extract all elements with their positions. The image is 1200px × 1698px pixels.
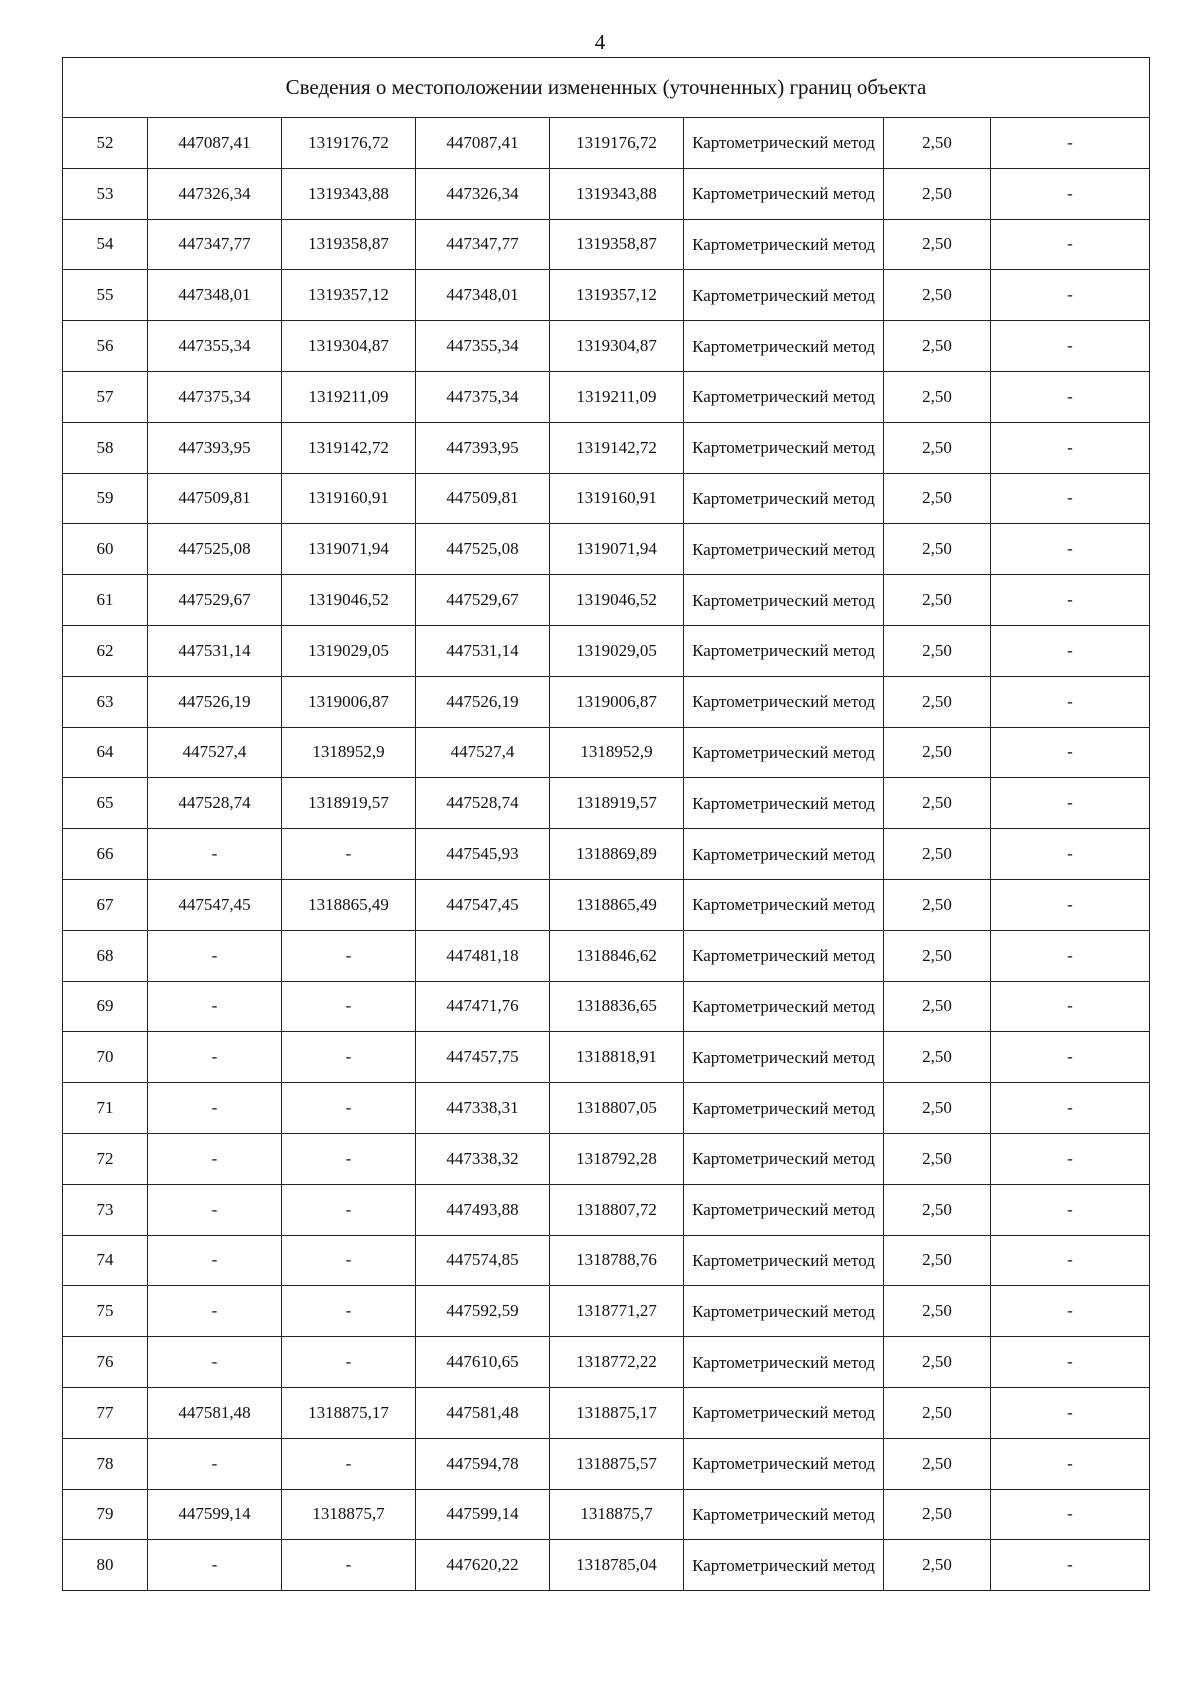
table-body	[63, 58, 1150, 1591]
y-old-cell: 1318875,7	[282, 1489, 416, 1540]
y-new-cell: 1318792,28	[550, 1133, 684, 1184]
method-cell: Картометрический метод	[684, 676, 884, 727]
y-new-cell: 1318818,91	[550, 1032, 684, 1083]
accuracy-cell: 2,50	[884, 219, 991, 270]
x-new-cell: 447481,18	[416, 930, 550, 981]
table-row	[63, 422, 1150, 473]
point-number-cell: 58	[63, 422, 148, 473]
point-number-cell: 59	[63, 473, 148, 524]
y-new-cell: 1319006,87	[550, 676, 684, 727]
table-row	[63, 1184, 1150, 1235]
table-row	[63, 168, 1150, 219]
table-row	[63, 1540, 1150, 1591]
point-number-cell: 56	[63, 321, 148, 372]
table-row	[63, 981, 1150, 1032]
method-cell: Картометрический метод	[684, 1489, 884, 1540]
method-cell: Картометрический метод	[684, 270, 884, 321]
x-old-cell: -	[148, 1337, 282, 1388]
method-cell: Картометрический метод	[684, 1032, 884, 1083]
note-cell: -	[991, 1540, 1150, 1591]
y-old-cell: 1319046,52	[282, 575, 416, 626]
table-row	[63, 1337, 1150, 1388]
x-old-cell: 447529,67	[148, 575, 282, 626]
table-row	[63, 575, 1150, 626]
table-row	[63, 676, 1150, 727]
accuracy-cell: 2,50	[884, 1184, 991, 1235]
y-old-cell: 1319343,88	[282, 168, 416, 219]
table-row	[63, 1286, 1150, 1337]
accuracy-cell: 2,50	[884, 118, 991, 169]
x-old-cell: 447348,01	[148, 270, 282, 321]
note-cell: -	[991, 1438, 1150, 1489]
note-cell: -	[991, 727, 1150, 778]
accuracy-cell: 2,50	[884, 168, 991, 219]
point-number-cell: 53	[63, 168, 148, 219]
point-number-cell: 70	[63, 1032, 148, 1083]
y-new-cell: 1319358,87	[550, 219, 684, 270]
table-row	[63, 625, 1150, 676]
x-new-cell: 447574,85	[416, 1235, 550, 1286]
x-new-cell: 447338,31	[416, 1083, 550, 1134]
y-new-cell: 1318865,49	[550, 879, 684, 930]
point-number-cell: 74	[63, 1235, 148, 1286]
method-cell: Картометрический метод	[684, 1184, 884, 1235]
accuracy-cell: 2,50	[884, 1489, 991, 1540]
y-old-cell: -	[282, 1184, 416, 1235]
y-old-cell: -	[282, 1540, 416, 1591]
table-title-row	[63, 58, 1150, 118]
note-cell: -	[991, 168, 1150, 219]
table-row	[63, 473, 1150, 524]
x-old-cell: 447087,41	[148, 118, 282, 169]
x-new-cell: 447348,01	[416, 270, 550, 321]
method-cell: Картометрический метод	[684, 321, 884, 372]
note-cell: -	[991, 575, 1150, 626]
y-new-cell: 1319176,72	[550, 118, 684, 169]
table-row	[63, 219, 1150, 270]
note-cell: -	[991, 930, 1150, 981]
y-old-cell: 1319304,87	[282, 321, 416, 372]
x-new-cell: 447527,4	[416, 727, 550, 778]
point-number-cell: 62	[63, 625, 148, 676]
y-old-cell: -	[282, 1083, 416, 1134]
y-old-cell: 1319142,72	[282, 422, 416, 473]
x-old-cell: 447347,77	[148, 219, 282, 270]
x-old-cell: -	[148, 1083, 282, 1134]
table-row	[63, 371, 1150, 422]
y-new-cell: 1319142,72	[550, 422, 684, 473]
x-new-cell: 447528,74	[416, 778, 550, 829]
point-number-cell: 65	[63, 778, 148, 829]
y-old-cell: -	[282, 1133, 416, 1184]
x-new-cell: 447547,45	[416, 879, 550, 930]
y-old-cell: -	[282, 1337, 416, 1388]
point-number-cell: 72	[63, 1133, 148, 1184]
method-cell: Картометрический метод	[684, 1133, 884, 1184]
x-new-cell: 447375,34	[416, 371, 550, 422]
page-number: 4	[594, 30, 606, 54]
method-cell: Картометрический метод	[684, 981, 884, 1032]
x-new-cell: 447526,19	[416, 676, 550, 727]
point-number-cell: 55	[63, 270, 148, 321]
note-cell: -	[991, 118, 1150, 169]
point-number-cell: 67	[63, 879, 148, 930]
x-new-cell: 447493,88	[416, 1184, 550, 1235]
table-row	[63, 930, 1150, 981]
x-old-cell: -	[148, 1438, 282, 1489]
y-old-cell: 1318919,57	[282, 778, 416, 829]
accuracy-cell: 2,50	[884, 1133, 991, 1184]
accuracy-cell: 2,50	[884, 1235, 991, 1286]
point-number-cell: 69	[63, 981, 148, 1032]
note-cell: -	[991, 879, 1150, 930]
table-row	[63, 524, 1150, 575]
x-old-cell: 447375,34	[148, 371, 282, 422]
x-new-cell: 447457,75	[416, 1032, 550, 1083]
table-row	[63, 1438, 1150, 1489]
x-old-cell: -	[148, 1235, 282, 1286]
method-cell: Картометрический метод	[684, 118, 884, 169]
note-cell: -	[991, 219, 1150, 270]
y-new-cell: 1318836,65	[550, 981, 684, 1032]
accuracy-cell: 2,50	[884, 473, 991, 524]
note-cell: -	[991, 1235, 1150, 1286]
x-old-cell: -	[148, 1133, 282, 1184]
table-title: Сведения о местоположении измененных (уточненных) границ объекта	[63, 58, 1150, 118]
y-new-cell: 1319160,91	[550, 473, 684, 524]
y-new-cell: 1318869,89	[550, 829, 684, 880]
x-new-cell: 447599,14	[416, 1489, 550, 1540]
x-old-cell: -	[148, 1184, 282, 1235]
x-old-cell: -	[148, 1286, 282, 1337]
note-cell: -	[991, 1387, 1150, 1438]
accuracy-cell: 2,50	[884, 1387, 991, 1438]
method-cell: Картометрический метод	[684, 1083, 884, 1134]
x-old-cell: 447326,34	[148, 168, 282, 219]
accuracy-cell: 2,50	[884, 1083, 991, 1134]
y-new-cell: 1319071,94	[550, 524, 684, 575]
y-old-cell: -	[282, 930, 416, 981]
point-number-cell: 66	[63, 829, 148, 880]
y-old-cell: -	[282, 1235, 416, 1286]
point-number-cell: 79	[63, 1489, 148, 1540]
x-old-cell: 447531,14	[148, 625, 282, 676]
y-old-cell: 1319176,72	[282, 118, 416, 169]
accuracy-cell: 2,50	[884, 625, 991, 676]
y-new-cell: 1319211,09	[550, 371, 684, 422]
point-number-cell: 64	[63, 727, 148, 778]
x-old-cell: 447527,4	[148, 727, 282, 778]
y-old-cell: -	[282, 1438, 416, 1489]
y-new-cell: 1318788,76	[550, 1235, 684, 1286]
x-new-cell: 447393,95	[416, 422, 550, 473]
y-new-cell: 1318875,7	[550, 1489, 684, 1540]
y-new-cell: 1319304,87	[550, 321, 684, 372]
x-old-cell: 447547,45	[148, 879, 282, 930]
x-new-cell: 447509,81	[416, 473, 550, 524]
x-old-cell: -	[148, 829, 282, 880]
point-number-cell: 60	[63, 524, 148, 575]
y-new-cell: 1318846,62	[550, 930, 684, 981]
y-new-cell: 1318771,27	[550, 1286, 684, 1337]
x-new-cell: 447338,32	[416, 1133, 550, 1184]
y-old-cell: 1319160,91	[282, 473, 416, 524]
note-cell: -	[991, 829, 1150, 880]
x-old-cell: -	[148, 981, 282, 1032]
table-row	[63, 1235, 1150, 1286]
y-old-cell: -	[282, 1032, 416, 1083]
x-old-cell: 447393,95	[148, 422, 282, 473]
note-cell: -	[991, 1489, 1150, 1540]
point-number-cell: 73	[63, 1184, 148, 1235]
table-row	[63, 879, 1150, 930]
accuracy-cell: 2,50	[884, 1540, 991, 1591]
accuracy-cell: 2,50	[884, 930, 991, 981]
y-old-cell: 1319029,05	[282, 625, 416, 676]
table-row	[63, 829, 1150, 880]
note-cell: -	[991, 625, 1150, 676]
point-number-cell: 54	[63, 219, 148, 270]
accuracy-cell: 2,50	[884, 1337, 991, 1388]
accuracy-cell: 2,50	[884, 575, 991, 626]
point-number-cell: 80	[63, 1540, 148, 1591]
accuracy-cell: 2,50	[884, 981, 991, 1032]
boundary-coordinates-table	[62, 57, 1150, 1591]
table-row	[63, 727, 1150, 778]
x-new-cell: 447471,76	[416, 981, 550, 1032]
x-new-cell: 447531,14	[416, 625, 550, 676]
accuracy-cell: 2,50	[884, 778, 991, 829]
point-number-cell: 52	[63, 118, 148, 169]
method-cell: Картометрический метод	[684, 524, 884, 575]
y-old-cell: 1318952,9	[282, 727, 416, 778]
x-new-cell: 447525,08	[416, 524, 550, 575]
accuracy-cell: 2,50	[884, 1438, 991, 1489]
x-old-cell: -	[148, 1540, 282, 1591]
y-old-cell: 1319071,94	[282, 524, 416, 575]
x-old-cell: 447528,74	[148, 778, 282, 829]
y-new-cell: 1318807,72	[550, 1184, 684, 1235]
point-number-cell: 63	[63, 676, 148, 727]
table-row	[63, 1387, 1150, 1438]
x-old-cell: -	[148, 1032, 282, 1083]
method-cell: Картометрический метод	[684, 575, 884, 626]
x-old-cell: 447599,14	[148, 1489, 282, 1540]
method-cell: Картометрический метод	[684, 930, 884, 981]
y-old-cell: 1319006,87	[282, 676, 416, 727]
point-number-cell: 75	[63, 1286, 148, 1337]
accuracy-cell: 2,50	[884, 1286, 991, 1337]
method-cell: Картометрический метод	[684, 1387, 884, 1438]
method-cell: Картометрический метод	[684, 1235, 884, 1286]
point-number-cell: 77	[63, 1387, 148, 1438]
x-old-cell: 447526,19	[148, 676, 282, 727]
note-cell: -	[991, 981, 1150, 1032]
note-cell: -	[991, 1286, 1150, 1337]
accuracy-cell: 2,50	[884, 270, 991, 321]
x-old-cell: -	[148, 930, 282, 981]
y-new-cell: 1319029,05	[550, 625, 684, 676]
method-cell: Картометрический метод	[684, 1438, 884, 1489]
method-cell: Картометрический метод	[684, 1286, 884, 1337]
x-new-cell: 447610,65	[416, 1337, 550, 1388]
accuracy-cell: 2,50	[884, 524, 991, 575]
x-new-cell: 447581,48	[416, 1387, 550, 1438]
point-number-cell: 57	[63, 371, 148, 422]
method-cell: Картометрический метод	[684, 1337, 884, 1388]
y-new-cell: 1319046,52	[550, 575, 684, 626]
y-new-cell: 1319357,12	[550, 270, 684, 321]
y-new-cell: 1318785,04	[550, 1540, 684, 1591]
note-cell: -	[991, 1133, 1150, 1184]
note-cell: -	[991, 270, 1150, 321]
table-row	[63, 1032, 1150, 1083]
table-row	[63, 321, 1150, 372]
accuracy-cell: 2,50	[884, 829, 991, 880]
note-cell: -	[991, 321, 1150, 372]
y-new-cell: 1318875,17	[550, 1387, 684, 1438]
y-old-cell: 1319357,12	[282, 270, 416, 321]
x-new-cell: 447620,22	[416, 1540, 550, 1591]
method-cell: Картометрический метод	[684, 1540, 884, 1591]
table-row	[63, 270, 1150, 321]
note-cell: -	[991, 676, 1150, 727]
y-old-cell: -	[282, 829, 416, 880]
x-new-cell: 447545,93	[416, 829, 550, 880]
table-row	[63, 1133, 1150, 1184]
x-old-cell: 447581,48	[148, 1387, 282, 1438]
note-cell: -	[991, 371, 1150, 422]
note-cell: -	[991, 1337, 1150, 1388]
x-new-cell: 447594,78	[416, 1438, 550, 1489]
y-new-cell: 1318952,9	[550, 727, 684, 778]
note-cell: -	[991, 1032, 1150, 1083]
method-cell: Картометрический метод	[684, 778, 884, 829]
y-old-cell: 1318865,49	[282, 879, 416, 930]
method-cell: Картометрический метод	[684, 829, 884, 880]
x-old-cell: 447355,34	[148, 321, 282, 372]
method-cell: Картометрический метод	[684, 625, 884, 676]
accuracy-cell: 2,50	[884, 727, 991, 778]
note-cell: -	[991, 1083, 1150, 1134]
method-cell: Картометрический метод	[684, 727, 884, 778]
x-old-cell: 447525,08	[148, 524, 282, 575]
y-old-cell: -	[282, 1286, 416, 1337]
method-cell: Картометрический метод	[684, 371, 884, 422]
point-number-cell: 68	[63, 930, 148, 981]
x-new-cell: 447355,34	[416, 321, 550, 372]
y-old-cell: 1319211,09	[282, 371, 416, 422]
accuracy-cell: 2,50	[884, 1032, 991, 1083]
x-new-cell: 447347,77	[416, 219, 550, 270]
x-new-cell: 447087,41	[416, 118, 550, 169]
y-new-cell: 1318875,57	[550, 1438, 684, 1489]
accuracy-cell: 2,50	[884, 321, 991, 372]
note-cell: -	[991, 778, 1150, 829]
point-number-cell: 61	[63, 575, 148, 626]
table-row	[63, 1489, 1150, 1540]
y-old-cell: 1318875,17	[282, 1387, 416, 1438]
y-new-cell: 1318807,05	[550, 1083, 684, 1134]
accuracy-cell: 2,50	[884, 676, 991, 727]
note-cell: -	[991, 1184, 1150, 1235]
x-new-cell: 447529,67	[416, 575, 550, 626]
method-cell: Картометрический метод	[684, 168, 884, 219]
accuracy-cell: 2,50	[884, 422, 991, 473]
table-row	[63, 778, 1150, 829]
note-cell: -	[991, 524, 1150, 575]
method-cell: Картометрический метод	[684, 473, 884, 524]
note-cell: -	[991, 473, 1150, 524]
x-new-cell: 447326,34	[416, 168, 550, 219]
point-number-cell: 78	[63, 1438, 148, 1489]
note-cell: -	[991, 422, 1150, 473]
y-new-cell: 1318772,22	[550, 1337, 684, 1388]
y-old-cell: 1319358,87	[282, 219, 416, 270]
y-new-cell: 1318919,57	[550, 778, 684, 829]
method-cell: Картометрический метод	[684, 422, 884, 473]
table-row	[63, 1083, 1150, 1134]
method-cell: Картометрический метод	[684, 879, 884, 930]
y-new-cell: 1319343,88	[550, 168, 684, 219]
y-old-cell: -	[282, 981, 416, 1032]
point-number-cell: 76	[63, 1337, 148, 1388]
accuracy-cell: 2,50	[884, 371, 991, 422]
point-number-cell: 71	[63, 1083, 148, 1134]
method-cell: Картометрический метод	[684, 219, 884, 270]
table-row	[63, 118, 1150, 169]
x-old-cell: 447509,81	[148, 473, 282, 524]
x-new-cell: 447592,59	[416, 1286, 550, 1337]
accuracy-cell: 2,50	[884, 879, 991, 930]
